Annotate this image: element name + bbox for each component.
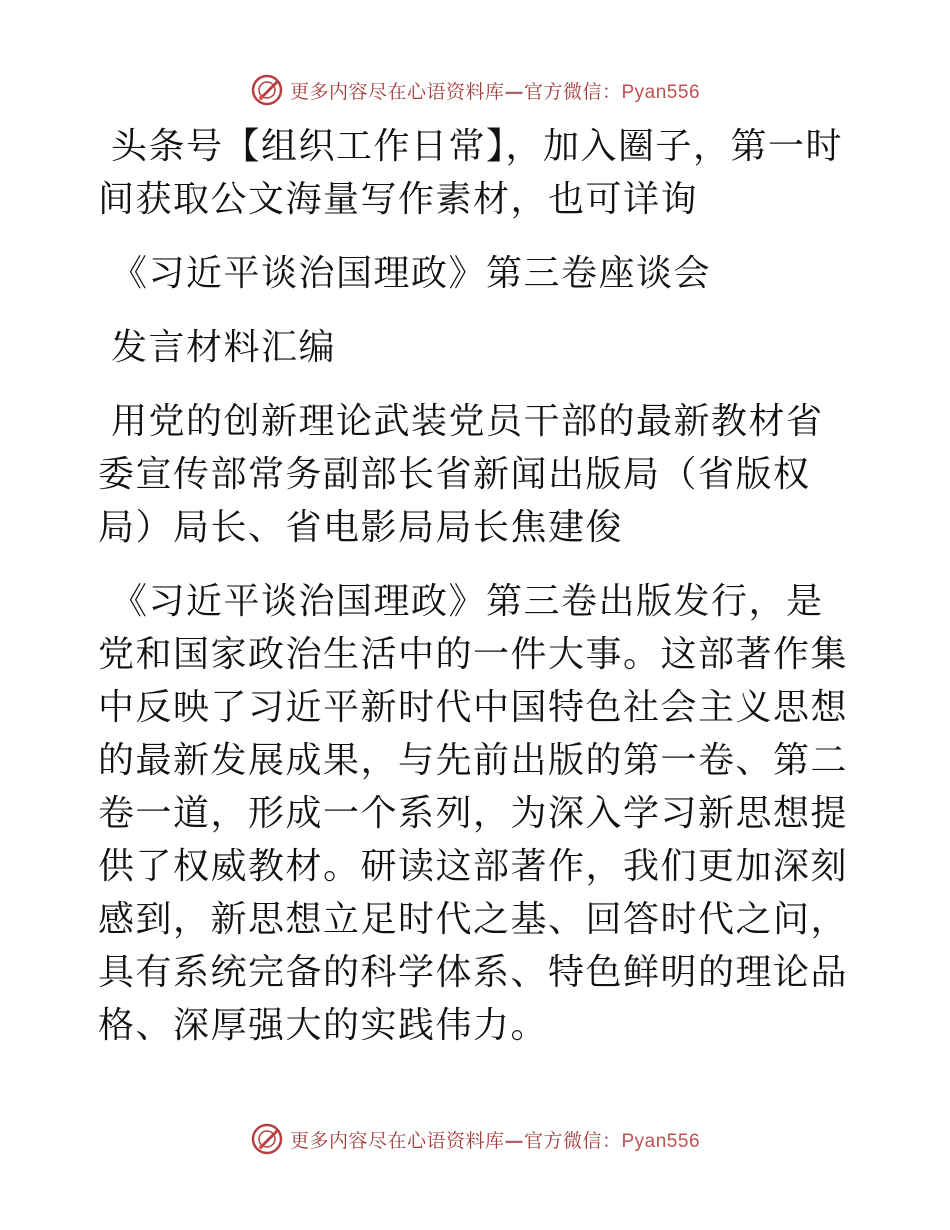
paragraph-subtitle: 发言材料汇编 <box>98 327 336 368</box>
wechat-label: 官方微信： <box>523 1129 622 1152</box>
wechat-id: Pyan556 <box>621 81 701 103</box>
document-body <box>98 120 858 1073</box>
paragraph-speaker: 用党的创新理论武装党员干部的最新教材省委宣传部常务副部长省新闻出版局（省版权局）局长、省电影局局长焦建俊 <box>98 401 824 548</box>
brand-logo-icon <box>250 73 284 107</box>
paragraph-title: 《习近平谈治国理政》第三卷座谈会 <box>98 253 711 294</box>
brand-logo-icon <box>250 1122 284 1156</box>
paragraph-intro: 头条号【组织工作日常】，加入圈子，第一时间获取公文海量写作素材，也可详询 <box>98 126 843 220</box>
paragraph-main: 《习近平谈治国理政》第三卷出版发行，是党和国家政治生活中的一件大事。这部著作集中反映了习近平新时代中国特色社会主义思想的最新发展成果，与先前出版的第一卷、第二卷一道，形成一个系列，为深入学习新思想提供了权威教材。研读这部著作，我们更加深刻感到，新思想立足时代之基、回答时代之问，具有系统完备的科学体系、特色鲜明的理论品格、深厚强大的实践伟力。 <box>98 581 849 1046</box>
brand-text: 更多内容尽在心语资料库 <box>289 1129 505 1152</box>
header-banner <box>0 70 950 110</box>
brand-separator: — <box>504 80 524 103</box>
wechat-label: 官方微信： <box>523 80 622 103</box>
wechat-id: Pyan556 <box>621 1130 701 1152</box>
brand-text: 更多内容尽在心语资料库 <box>289 80 505 103</box>
brand-separator: — <box>504 1129 524 1152</box>
footer-banner <box>0 1119 950 1159</box>
